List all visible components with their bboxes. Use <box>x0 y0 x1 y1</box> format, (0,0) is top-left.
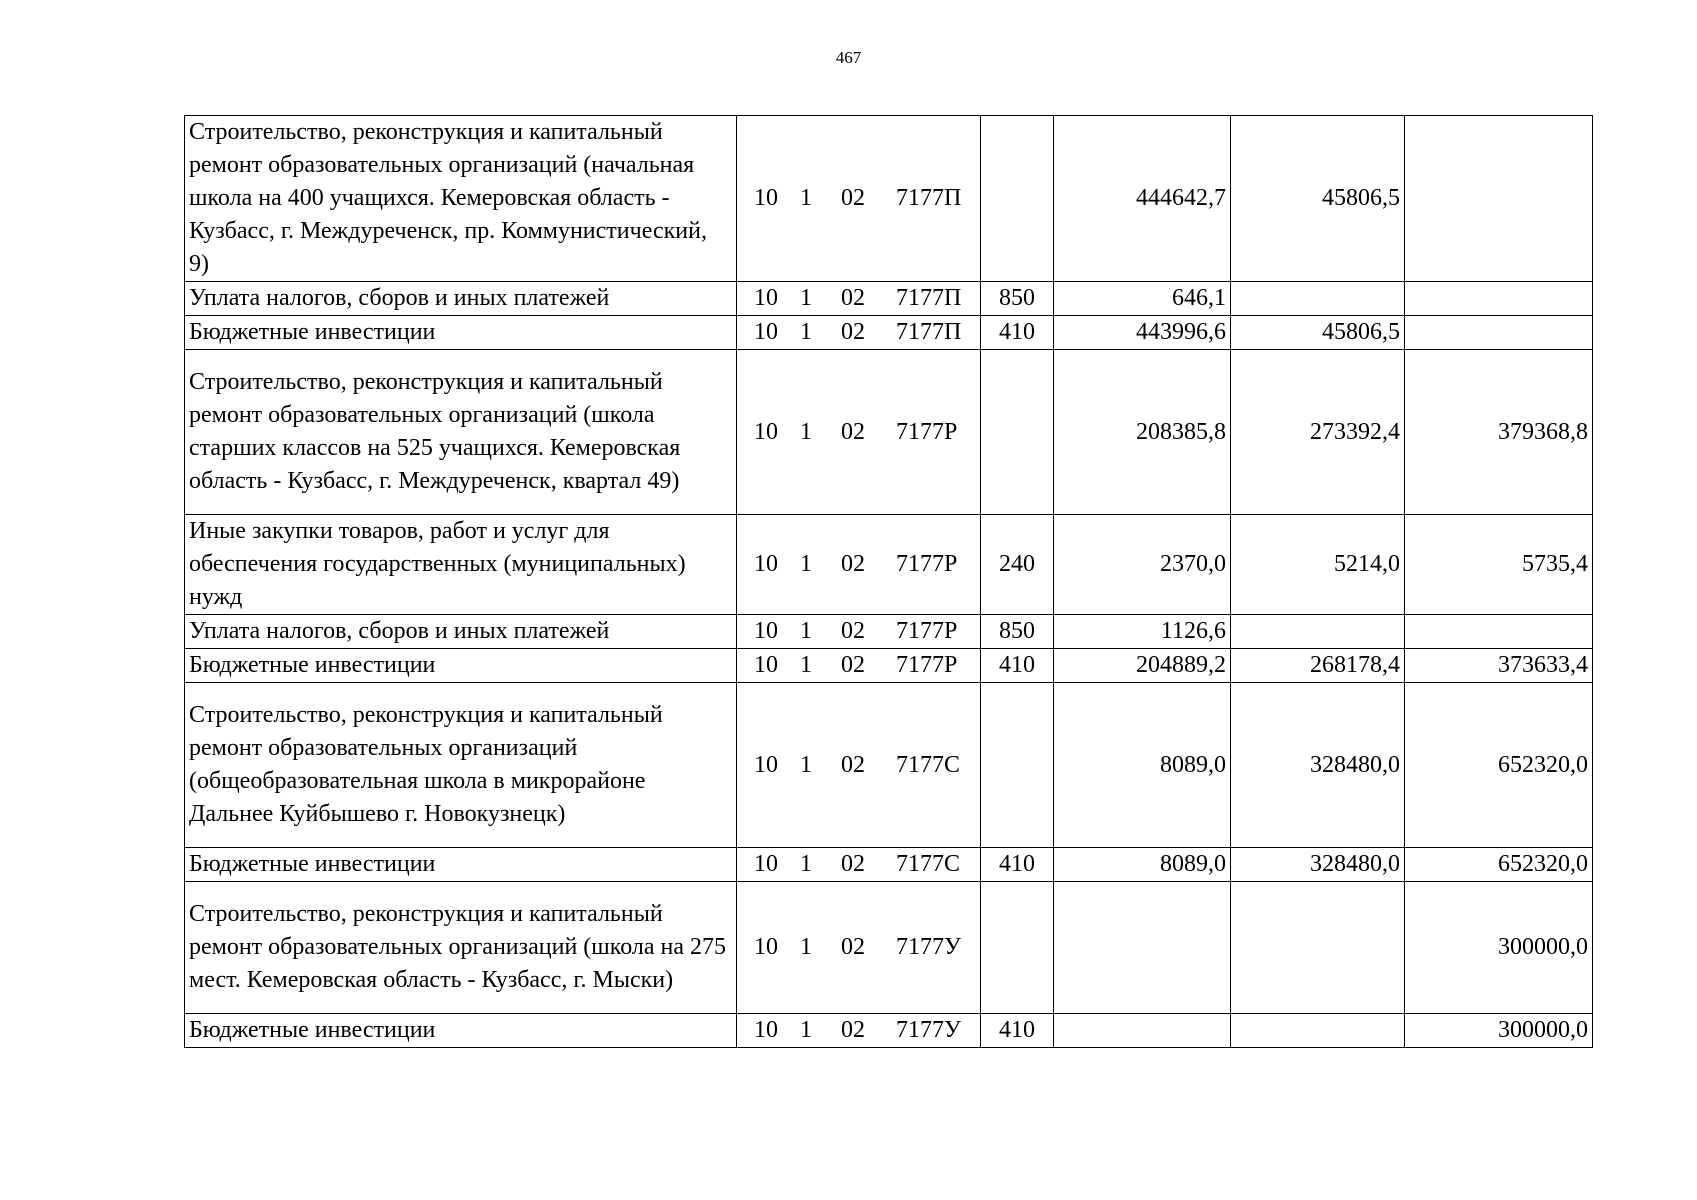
section-code: 10 <box>754 551 778 577</box>
section-code: 10 <box>754 652 778 678</box>
expense-type-code: 410 <box>981 848 1054 882</box>
row-description: Бюджетные инвестиции <box>185 316 737 350</box>
table-row <box>185 649 1593 683</box>
budget-table-body <box>185 116 1593 1048</box>
subprogram-code: 02 <box>841 1017 865 1043</box>
expense-type-code <box>981 683 1054 848</box>
table-row <box>185 615 1593 649</box>
row-codes <box>737 116 981 282</box>
row-codes <box>737 848 981 882</box>
section-code: 10 <box>754 1017 778 1043</box>
program-code: 1 <box>800 185 812 211</box>
section-code: 10 <box>754 851 778 877</box>
expense-type-code: 240 <box>981 515 1054 615</box>
table-row <box>185 848 1593 882</box>
amount-year-2: 268178,4 <box>1231 649 1405 683</box>
program-code: 1 <box>800 551 812 577</box>
amount-year-3: 373633,4 <box>1405 649 1593 683</box>
row-description: Иные закупки товаров, работ и услуг для обеспечения государственных (муниципальных) нужд <box>185 515 737 615</box>
program-code: 1 <box>800 618 812 644</box>
page-number: 467 <box>835 48 862 67</box>
section-code: 10 <box>754 418 778 445</box>
program-code: 1 <box>800 319 812 345</box>
row-description: Бюджетные инвестиции <box>185 848 737 882</box>
amount-year-1: 646,1 <box>1054 282 1231 316</box>
article-code: 7177П <box>896 285 962 311</box>
program-code: 1 <box>800 934 812 960</box>
amount-year-2: 328480,0 <box>1231 683 1405 848</box>
row-codes <box>737 316 981 350</box>
amount-year-1: 443996,6 <box>1054 316 1231 350</box>
amount-year-2 <box>1231 615 1405 649</box>
table-row <box>185 683 1593 848</box>
article-code: 7177С <box>896 751 961 778</box>
expense-type-code <box>981 350 1054 515</box>
expense-type-code <box>981 116 1054 282</box>
section-code: 10 <box>754 319 778 345</box>
subprogram-code: 02 <box>841 285 865 311</box>
row-description: Строительство, реконструкция и капитальный ремонт образовательных организаций (общеобразовательная школа в микрорайоне Дальнее Куйбышево г. Новокузнецк) <box>185 683 737 848</box>
amount-year-3: 379368,8 <box>1405 350 1593 515</box>
amount-year-3: 300000,0 <box>1405 882 1593 1014</box>
article-code: 7177П <box>896 319 962 345</box>
amount-year-2: 273392,4 <box>1231 350 1405 515</box>
table-row <box>185 282 1593 316</box>
amount-year-3 <box>1405 316 1593 350</box>
table-row <box>185 1014 1593 1048</box>
program-code: 1 <box>800 851 812 877</box>
article-code: 7177П <box>896 185 962 211</box>
amount-year-2: 5214,0 <box>1231 515 1405 615</box>
amount-year-1: 8089,0 <box>1054 683 1231 848</box>
expense-type-code: 410 <box>981 1014 1054 1048</box>
row-codes <box>737 649 981 683</box>
article-code: 7177У <box>896 934 961 960</box>
amount-year-3: 652320,0 <box>1405 848 1593 882</box>
subprogram-code: 02 <box>841 551 865 577</box>
article-code: 7177Р <box>896 418 958 445</box>
subprogram-code: 02 <box>841 652 865 678</box>
subprogram-code: 02 <box>841 185 865 211</box>
table-row <box>185 350 1593 515</box>
expense-type-code: 410 <box>981 316 1054 350</box>
row-description: Строительство, реконструкция и капитальный ремонт образовательных организаций (школа на 275 мест. Кемеровская область - Кузбасс, г. Мыски) <box>185 882 737 1014</box>
program-code: 1 <box>800 652 812 678</box>
row-codes <box>737 515 981 615</box>
amount-year-3 <box>1405 116 1593 282</box>
section-code: 10 <box>754 934 778 960</box>
amount-year-2: 45806,5 <box>1231 316 1405 350</box>
amount-year-2: 45806,5 <box>1231 116 1405 282</box>
article-code: 7177Р <box>896 618 958 644</box>
section-code: 10 <box>754 185 778 211</box>
budget-table <box>184 115 1593 1048</box>
row-description: Бюджетные инвестиции <box>185 649 737 683</box>
subprogram-code: 02 <box>841 618 865 644</box>
expense-type-code <box>981 882 1054 1014</box>
row-description: Уплата налогов, сборов и иных платежей <box>185 282 737 316</box>
expense-type-code: 410 <box>981 649 1054 683</box>
subprogram-code: 02 <box>841 934 865 960</box>
amount-year-1: 1126,6 <box>1054 615 1231 649</box>
section-code: 10 <box>754 618 778 644</box>
row-codes <box>737 683 981 848</box>
subprogram-code: 02 <box>841 418 865 445</box>
amount-year-2 <box>1231 882 1405 1014</box>
row-description: Строительство, реконструкция и капитальный ремонт образовательных организаций (школа старших классов на 525 учащихся. Кемеровская область - Кузбасс, г. Междуреченск, квартал 49) <box>185 350 737 515</box>
subprogram-code: 02 <box>841 751 865 778</box>
program-code: 1 <box>800 418 812 445</box>
table-row <box>185 882 1593 1014</box>
amount-year-1: 8089,0 <box>1054 848 1231 882</box>
table-row <box>185 515 1593 615</box>
article-code: 7177У <box>896 1017 961 1043</box>
row-description: Уплата налогов, сборов и иных платежей <box>185 615 737 649</box>
amount-year-2 <box>1231 1014 1405 1048</box>
row-description: Бюджетные инвестиции <box>185 1014 737 1048</box>
amount-year-1 <box>1054 1014 1231 1048</box>
table-row <box>185 316 1593 350</box>
article-code: 7177Р <box>896 551 958 577</box>
subprogram-code: 02 <box>841 319 865 345</box>
row-codes <box>737 1014 981 1048</box>
row-codes <box>737 615 981 649</box>
table-row <box>185 116 1593 282</box>
amount-year-3 <box>1405 282 1593 316</box>
amount-year-3: 652320,0 <box>1405 683 1593 848</box>
section-code: 10 <box>754 751 778 778</box>
subprogram-code: 02 <box>841 851 865 877</box>
article-code: 7177Р <box>896 652 958 678</box>
amount-year-1 <box>1054 882 1231 1014</box>
amount-year-3 <box>1405 615 1593 649</box>
row-codes <box>737 882 981 1014</box>
expense-type-code: 850 <box>981 282 1054 316</box>
row-codes <box>737 350 981 515</box>
expense-type-code: 850 <box>981 615 1054 649</box>
row-codes <box>737 282 981 316</box>
row-description: Строительство, реконструкция и капитальный ремонт образовательных организаций (начальная школа на 400 учащихся. Кемеровская область - Кузбасс, г. Междуреченск, пр. Коммунистический, 9) <box>185 116 737 282</box>
program-code: 1 <box>800 285 812 311</box>
amount-year-1: 208385,8 <box>1054 350 1231 515</box>
amount-year-3: 300000,0 <box>1405 1014 1593 1048</box>
amount-year-2 <box>1231 282 1405 316</box>
section-code: 10 <box>754 285 778 311</box>
program-code: 1 <box>800 1017 812 1043</box>
article-code: 7177С <box>896 851 961 877</box>
program-code: 1 <box>800 751 812 778</box>
amount-year-1: 2370,0 <box>1054 515 1231 615</box>
amount-year-2: 328480,0 <box>1231 848 1405 882</box>
amount-year-3: 5735,4 <box>1405 515 1593 615</box>
amount-year-1: 444642,7 <box>1054 116 1231 282</box>
amount-year-1: 204889,2 <box>1054 649 1231 683</box>
